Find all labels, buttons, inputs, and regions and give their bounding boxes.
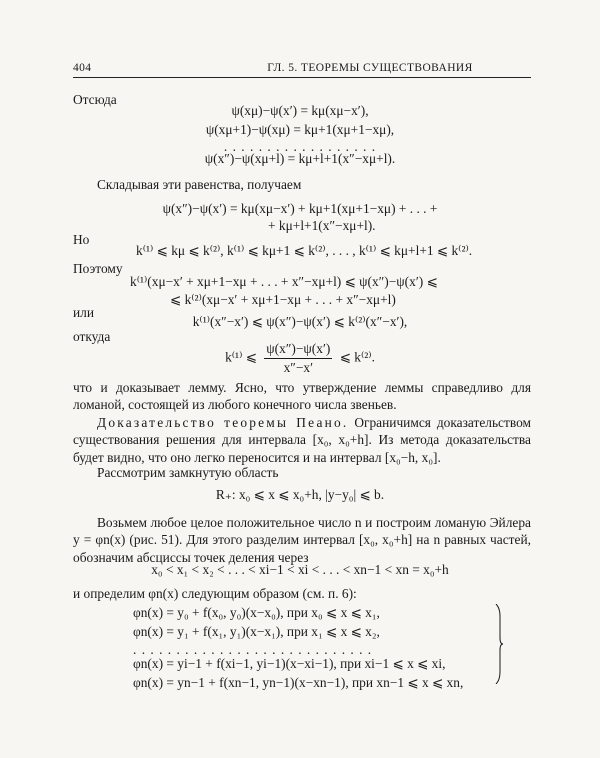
eq-bounds: k⁽¹⁾ ⩽ kμ ⩽ k⁽²⁾, k⁽¹⁾ ⩽ kμ+1 ⩽ k⁽²⁾, . . . , k⁽¹⁾ ⩽ kμ+l+1 ⩽ k⁽²⁾.	[136, 243, 473, 258]
eq-frac-numerator: ψ(x″)−ψ(x′)	[264, 341, 332, 359]
eq-system-line4: φn(x) = yi−1 + f(xi−1, yi−1)(x−xi−1), при xi−1 ⩽ x ⩽ xi,	[133, 656, 446, 671]
eq-frac-right: ⩽ k⁽²⁾.	[339, 349, 375, 365]
eq-partition: x₀ < x₁ < x₂ < . . . < xi−1 < xi < . . . < xn−1 < xn = x₀+h	[151, 562, 449, 577]
word-otsyuda: Отсюда	[73, 92, 117, 107]
para-euler: Возьмем любое целое положительное число n и построим ломаную Эйлера y = φn(x) (рис. 51). Для этого разделим интервал [x₀, x₀+h] на n равных частей, обозначим абсциссы точек деления через	[73, 515, 531, 565]
eq-sum-line1: ψ(x″)−ψ(x′) = kμ(xμ−x′) + kμ+1(xμ+1−xμ) + . . . +	[162, 201, 438, 216]
word-poetomu: Поэтому	[73, 261, 123, 276]
page-number: 404	[73, 62, 92, 74]
eq-system-line5: φn(x) = yn−1 + f(xn−1, yn−1)(x−xn−1), при xn−1 ⩽ x ⩽ xn,	[133, 675, 464, 690]
para-define: и определим φn(x) следующим образом (см. п. 6):	[73, 586, 357, 601]
eq-system-line2: φn(x) = y₁ + f(x₁, y₁)(x−x₁), при x₁ ⩽ x ⩽ x₂,	[133, 624, 380, 639]
word-ili: или	[73, 305, 95, 320]
para-region: Рассмотрим замкнутую область	[97, 465, 279, 480]
eq-block1-line4: ψ(x″)−ψ(xμ+l) = kμ+l+1(x″−xμ+l).	[204, 151, 396, 166]
right-brace-icon	[494, 604, 504, 684]
eq-fraction-row	[0, 341, 600, 376]
eq-block1-line1: ψ(xμ)−ψ(x′) = kμ(xμ−x′),	[231, 103, 369, 118]
word-no: Но	[73, 232, 90, 247]
eq-ili: k⁽¹⁾(x″−x′) ⩽ ψ(x″)−ψ(x′) ⩽ k⁽²⁾(x″−x′),	[192, 314, 408, 329]
eq-region: R₊: x₀ ⩽ x ⩽ x₀+h, |y−y₀| ⩽ b.	[215, 487, 385, 502]
para-sum: Складывая эти равенства, получаем	[97, 177, 302, 192]
para-proof-block	[73, 414, 531, 466]
word-otkuda: откуда	[73, 329, 111, 344]
proof-title: Доказательство теоремы Пеано.	[97, 415, 349, 430]
eq-block1-dots: . . . . . . . . . . . . . . . . . .	[223, 139, 377, 154]
eq-ineq-line1: k⁽¹⁾(xμ−x′ + xμ+1−xμ + . . . + x″−xμ+l) ⩽ ψ(x″)−ψ(x′) ⩽	[130, 274, 438, 289]
eq-sum-line2: + kμ+l+1(x″−xμ+l).	[268, 218, 376, 233]
running-title: ГЛ. 5. ТЕОРЕМЫ СУЩЕСТВОВАНИЯ	[267, 62, 473, 74]
para-lemma: что и доказывает лемму. Ясно, что утверждение леммы справедливо для ломаной, состоящей из любого конечного числа звеньев.	[73, 380, 531, 413]
eq-ineq-line2: ⩽ k⁽²⁾(xμ−x′ + xμ+1−xμ + . . . + x″−xμ+l)	[170, 292, 396, 307]
eq-fraction	[264, 341, 332, 376]
eq-frac-denominator: x″−x′	[283, 360, 314, 375]
eq-system-line1: φn(x) = y₀ + f(x₀, y₀)(x−x₀), при x₀ ⩽ x ⩽ x₁,	[133, 605, 380, 620]
eq-system-dots: . . . . . . . . . . . . . . . . . . . . . . . . . . . .	[133, 642, 373, 657]
header-rule	[73, 77, 531, 78]
para-proof: Ограничимся доказательством существования решения для интервала [x₀, x₀+h]. Из метода доказательства будет видно, что оно легко переносится и на интервал [x₀−h, x₀].	[73, 415, 531, 465]
eq-block1-line2: ψ(xμ+1)−ψ(xμ) = kμ+1(xμ+1−xμ),	[205, 122, 395, 137]
eq-frac-left: k⁽¹⁾ ⩽	[225, 349, 257, 365]
